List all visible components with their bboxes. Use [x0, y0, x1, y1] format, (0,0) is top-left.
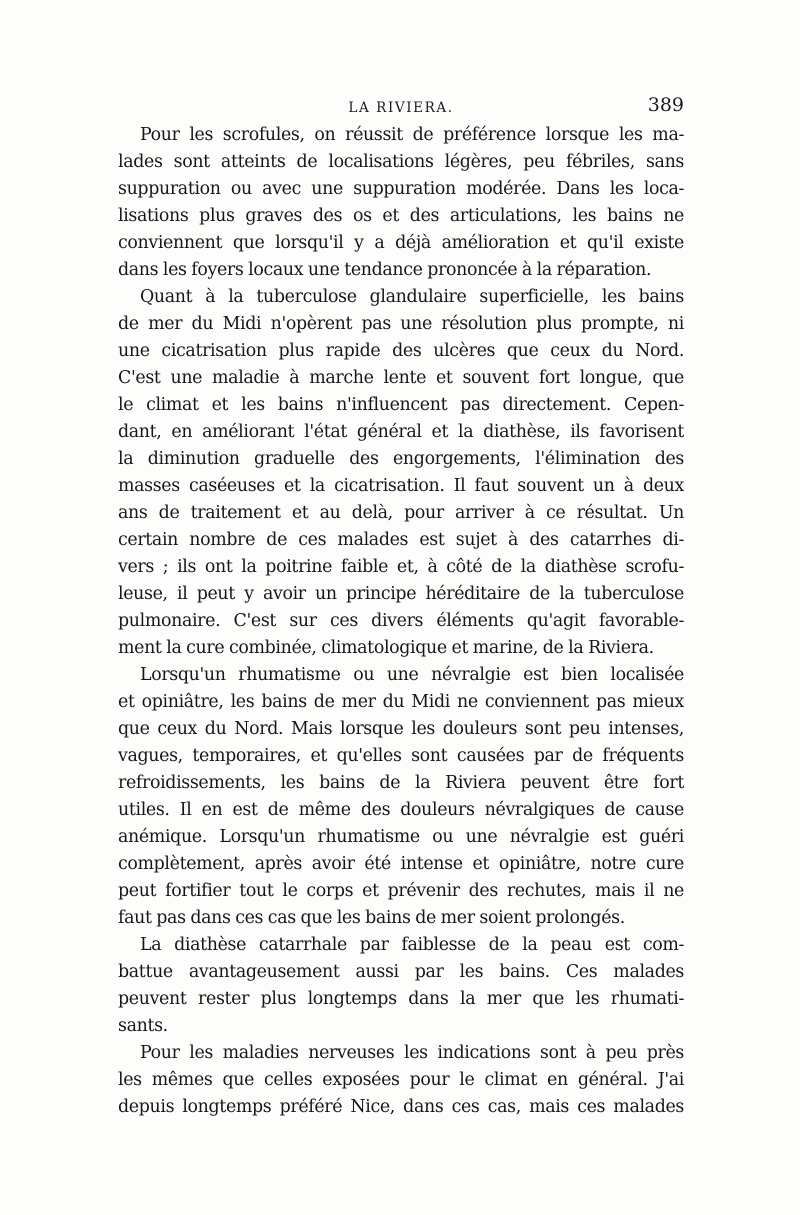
text-line: La diathèse catarrhale par faiblesse de la peau est com- [140, 935, 684, 955]
text-line: Pour les maladies nerveuses les indications sont à peu près [140, 1043, 684, 1063]
text-line: les mêmes que celles exposées pour le climat en général. J'ai [118, 1070, 684, 1090]
text-line: Quant à la tuberculose glandulaire superficielle, les bains [140, 287, 684, 307]
running-header [118, 94, 684, 124]
text-line: une cicatrisation plus rapide des ulcères que ceux du Nord. [118, 341, 684, 361]
text-line: masses caséeuses et la cicatrisation. Il faut souvent un à deux [118, 476, 684, 496]
text-line: le climat et les bains n'influencent pas directement. Cepen- [118, 395, 684, 415]
text-line: ans de traitement et au delà, pour arriver à ce résultat. Un [118, 503, 684, 523]
text-line: peut fortifier tout le corps et prévenir des rechutes, mais il ne [118, 881, 684, 901]
text-line: faut pas dans ces cas que les bains de mer soient prolongés. [118, 908, 625, 928]
text-line: que ceux du Nord. Mais lorsque les douleurs sont peu intenses, [118, 719, 684, 739]
text-line: battue avantageusement aussi par les bains. Ces malades [118, 962, 684, 982]
text-line: la diminution graduelle des engorgements, l'élimination des [118, 449, 684, 469]
text-line: complètement, après avoir été intense et opiniâtre, notre cure [118, 854, 684, 874]
text-line: utiles. Il en est de même des douleurs névralgiques de cause [118, 800, 684, 820]
text-line: depuis longtemps préféré Nice, dans ces cas, mais ces malades [118, 1097, 684, 1117]
text-line: dant, en améliorant l'état général et la diathèse, ils favorisent [118, 422, 684, 442]
text-line: vers ; ils ont la poitrine faible et, à côté de la diathèse scrofu- [118, 557, 684, 577]
body-text [118, 122, 684, 1121]
running-title: LA RIVIERA. [348, 100, 454, 116]
text-line: Pour les scrofules, on réussit de préférence lorsque les ma- [140, 125, 684, 145]
text-line: C'est une maladie à marche lente et souvent fort longue, que [118, 368, 684, 388]
text-line: sants. [118, 1016, 168, 1036]
page-number: 389 [647, 94, 684, 116]
text-line: conviennent que lorsqu'il y a déjà amélioration et qu'il existe [118, 233, 684, 253]
text-line: vagues, temporaires, et qu'elles sont causées par de fréquents [118, 746, 684, 766]
text-line: refroidissements, les bains de la Riviera peuvent être fort [118, 773, 684, 793]
text-line: peuvent rester plus longtemps dans la mer que les rhumati- [118, 989, 684, 1009]
text-line: de mer du Midi n'opèrent pas une résolution plus prompte, ni [118, 314, 684, 334]
text-line: ment la cure combinée, climatologique et marine, de la Riviera. [118, 638, 654, 658]
text-line: Lorsqu'un rhumatisme ou une névralgie est bien localisée [140, 665, 684, 685]
text-line: lades sont atteints de localisations légères, peu fébriles, sans [118, 152, 684, 172]
text-line: suppuration ou avec une suppuration modérée. Dans les loca- [118, 179, 684, 199]
text-line: dans les foyers locaux une tendance prononcée à la réparation. [118, 260, 652, 280]
text-line: et opiniâtre, les bains de mer du Midi ne conviennent pas mieux [118, 692, 684, 712]
text-line: pulmonaire. C'est sur ces divers éléments qu'agit favorable- [118, 611, 684, 631]
text-line: certain nombre de ces malades est sujet à des catarrhes di- [118, 530, 684, 550]
text-line: leuse, il peut y avoir un principe héréditaire de la tuberculose [118, 584, 684, 604]
text-line: anémique. Lorsqu'un rhumatisme ou une névralgie est guéri [118, 827, 684, 847]
text-line: lisations plus graves des os et des articulations, les bains ne [118, 206, 684, 226]
